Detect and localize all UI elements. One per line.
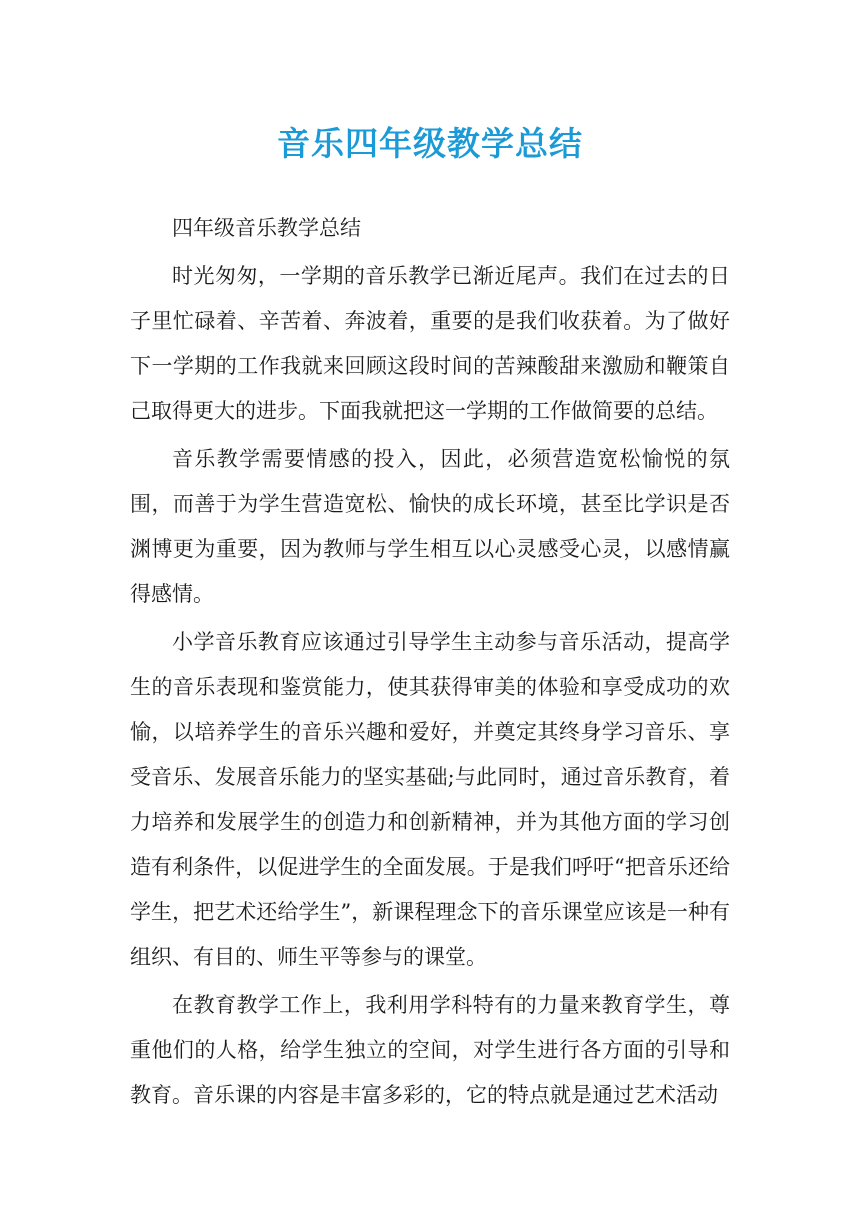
document-body: [130, 206, 730, 1121]
paragraph-3: 小学音乐教育应该通过引导学生主动参与音乐活动，提高学生的音乐表现和鉴赏能力，使其获得审美的体验和享受成功的欢愉，以培养学生的音乐兴趣和爱好，并奠定其终身学习音乐、享受音乐、发展音乐能力的坚实基础;与此同时，通过音乐教育，着力培养和发展学生的创造力和创新精神，并为其他方面的学习创造有利条件，以促进学生的全面发展。于是我们呼吁“把音乐还给学生，把艺术还给学生”，新课程理念下的音乐课堂应该是一种有组织、有目的、师生平等参与的课堂。: [130, 630, 730, 969]
paragraph-2: 音乐教学需要情感的投入，因此，必须营造宽松愉悦的氛围，而善于为学生营造宽松、愉快的成长环境，甚至比学识是否渊博更为重要，因为教师与学生相互以心灵感受心灵，以感情赢得感情。: [130, 447, 730, 606]
paragraph-1: 时光匆匆，一学期的音乐教学已渐近尾声。我们在过去的日子里忙碌着、辛苦着、奔波着，重要的是我们收获着。为了做好下一学期的工作我就来回顾这段时间的苦辣酸甜来激励和鞭策自己取得更大的进步。下面我就把这一学期的工作做简要的总结。: [130, 264, 730, 423]
paragraph-4: 在教育教学工作上，我利用学科特有的力量来教育学生，尊重他们的人格，给学生独立的空间，对学生进行各方面的引导和教育。音乐课的内容是丰富多彩的，它的特点就是通过艺术活动: [130, 993, 730, 1107]
document-subtitle: 四年级音乐教学总结: [172, 216, 361, 240]
document-title: 音乐四年级教学总结: [277, 124, 583, 163]
